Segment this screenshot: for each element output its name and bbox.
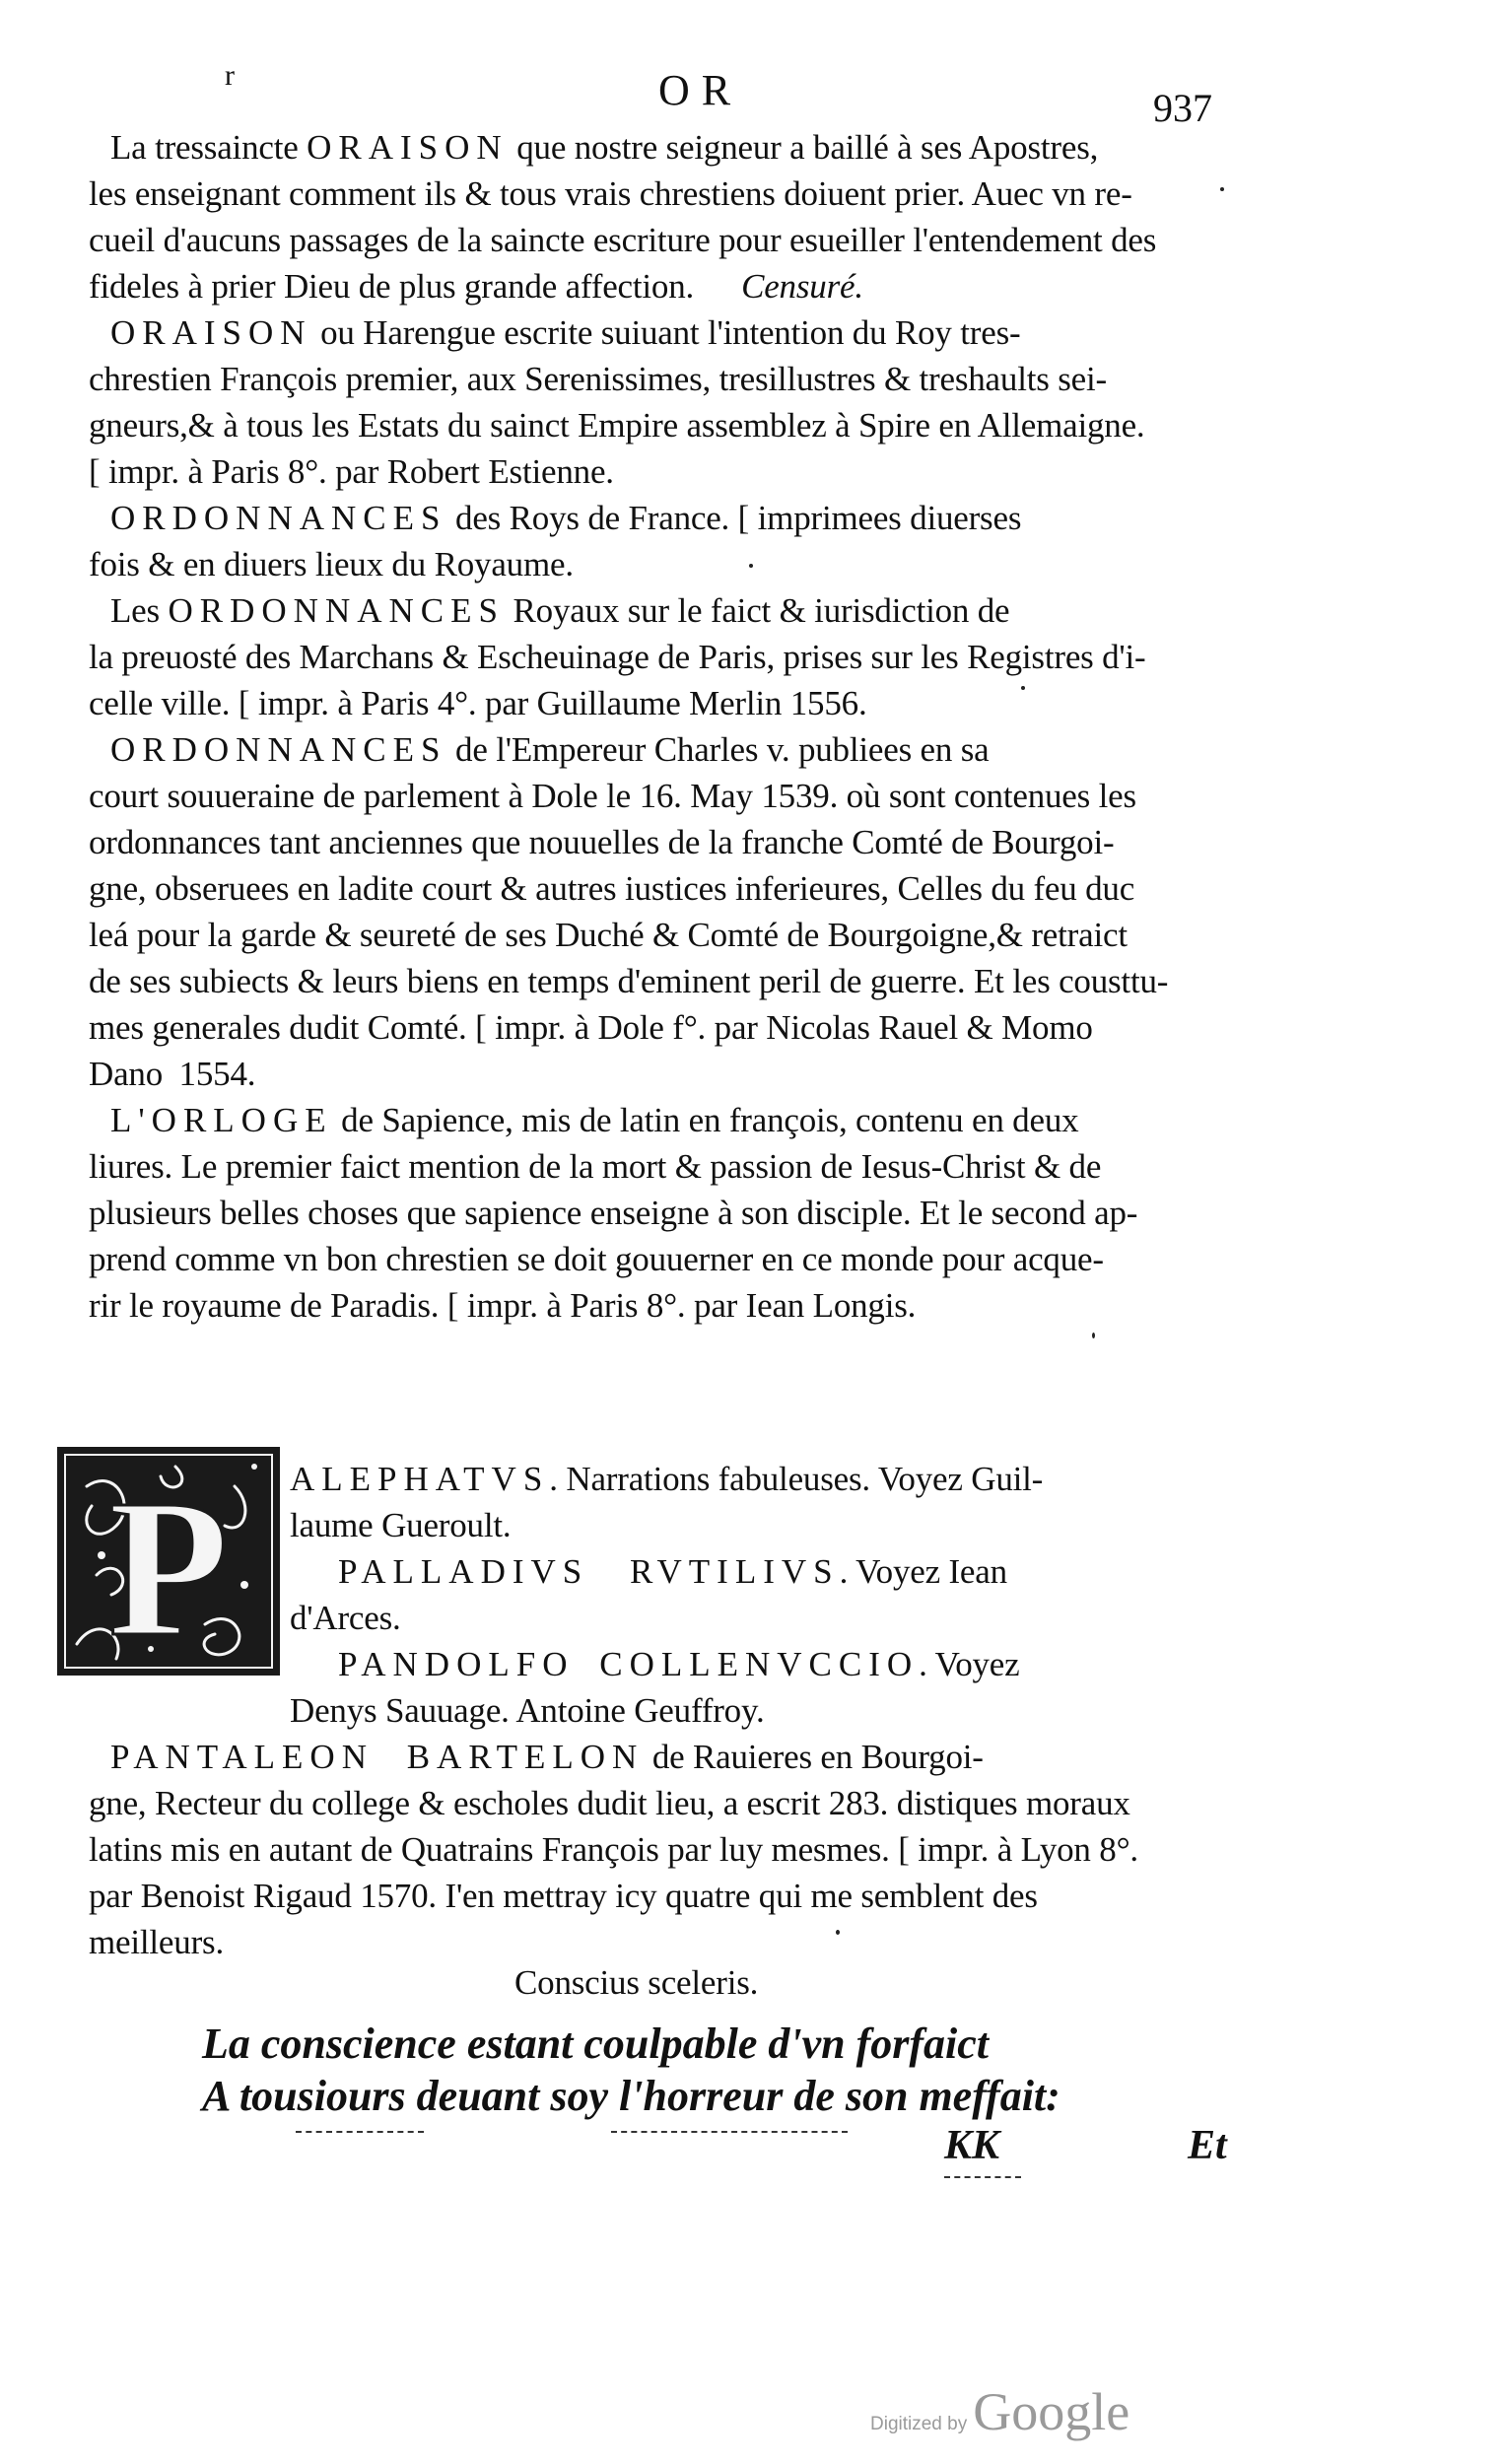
entry-orloge-line: rir le royaume de Paradis. [ impr. à Paris 8°. par Iean Longis.	[89, 1286, 917, 1325]
entry-oraison-2-line: [ impr. à Paris 8°. par Robert Estienne.	[89, 452, 614, 491]
text-run: . Narrations fabuleuses. Voyez Guil-	[549, 1460, 1044, 1498]
entry-ordonnances-3-line: de ses subiects & leurs biens en temps d'eminent peril de guerre. Et les cousttu-	[89, 962, 1169, 1000]
text-run: de Sapience, mis de latin en françois, contenu en deux	[332, 1101, 1079, 1139]
entry-oraison-1-line	[110, 128, 1098, 168]
speck	[1021, 686, 1025, 690]
entry-ordonnances-3-line: Dano 1554.	[89, 1055, 256, 1093]
ornament-icon	[57, 1447, 280, 1676]
header-mark: r	[225, 59, 235, 92]
headword: L'ORLOGE	[110, 1101, 333, 1139]
verse-line: A tousiours deuant soy l'horreur de son meffait:	[202, 2072, 1060, 2120]
headword: PANTALEON BARTELON	[110, 1738, 645, 1776]
headword: ORAISON	[110, 313, 312, 352]
speck	[1220, 187, 1224, 191]
headword: PANDOLFO COLLENVCCIO	[338, 1645, 920, 1683]
text-run: de l'Empereur Charles v. publiees en sa	[446, 730, 990, 769]
text-run: . Voyez Iean	[839, 1552, 1007, 1591]
speck	[749, 564, 753, 568]
text-run: . Voyez	[919, 1645, 1020, 1683]
divider	[611, 2131, 848, 2133]
entry-orloge-line: liures. Le premier faict mention de la mort & passion de Iesus-Christ & de	[89, 1147, 1102, 1186]
catchword: Et	[1188, 2123, 1227, 2168]
entry-pantaleon-line	[110, 1738, 984, 1777]
text-run: fideles à prier Dieu de plus grande affection.	[89, 267, 695, 306]
entry-ordonnances-1-line: fois & en diuers lieux du Royaume.	[89, 545, 574, 583]
entry-pantaleon-line: par Benoist Rigaud 1570. I'en mettray icy quatre qui me semblent des	[89, 1877, 1038, 1915]
initial-letter: P	[107, 1460, 230, 1676]
entry-ordonnances-3-line: ordonnances tant anciennes que nouuelles de la franche Comté de Bourgoi-	[89, 823, 1115, 861]
entry-oraison-2-line: gneurs,& à tous les Estats du sainct Empire assemblez à Spire en Allemaigne.	[89, 406, 1145, 445]
headword: ORAISON	[307, 128, 509, 167]
entry-pantaleon-line: latins mis en autant de Quatrains François par luy mesmes. [ impr. à Lyon 8°.	[89, 1830, 1138, 1869]
decorated-initial-p	[57, 1447, 280, 1676]
text-run: ou Harengue escrite suiuant l'intention du Roy tres-	[311, 313, 1021, 352]
entry-orloge-line: plusieurs belles choses que sapience enseigne à son disciple. Et le second ap-	[89, 1194, 1138, 1232]
speck	[836, 1930, 840, 1935]
text-run: de Rauieres en Bourgoi-	[644, 1738, 984, 1776]
entry-ordonnances-3-line: mes generales dudit Comté. [ impr. à Dole f°. par Nicolas Rauel & Momo	[89, 1008, 1093, 1047]
verse-line: La conscience estant coulpable d'vn forfaict	[202, 2019, 989, 2068]
headword: ORDONNANCES	[110, 730, 447, 769]
entry-ordonnances-2-line: la preuosté des Marchans & Escheuinage de Paris, prises sur les Registres d'i-	[89, 638, 1146, 676]
entry-pandolfo-line: Denys Sauuage. Antoine Geuffroy.	[290, 1691, 765, 1730]
entry-oraison-1-line: les enseignant comment ils & tous vrais chrestiens doiuent prier. Auec vn re-	[89, 174, 1132, 213]
entry-ordonnances-3-line: gne, obseruees en ladite court & autres iustices inferieures, Celles du feu duc	[89, 869, 1135, 908]
entry-ordonnances-2-line	[110, 591, 1009, 631]
running-title: OR	[658, 66, 743, 114]
signature-mark: KK	[944, 2123, 1000, 2168]
entry-oraison-1-line: cueil d'aucuns passages de la saincte escriture pour esueiller l'entendement des	[89, 221, 1157, 259]
headword: ALEPHATVS	[290, 1460, 550, 1498]
entry-pandolfo-line	[338, 1645, 1019, 1684]
entry-ordonnances-3-line: court souueraine de parlement à Dole le 16. May 1539. où sont contenues les	[89, 777, 1136, 815]
verse-title: Conscius sceleris.	[514, 1963, 759, 2002]
entry-palephatus-line: laume Gueroult.	[290, 1506, 512, 1544]
entry-pantaleon-line: gne, Recteur du college & escholes dudit lieu, a escrit 283. distiques moraux	[89, 1784, 1130, 1822]
entry-oraison-2-line: chrestien François premier, aux Serenissimes, tresillustres & treshaults sei-	[89, 360, 1107, 398]
text-run: des Roys de France. [ imprimees diuerses	[446, 499, 1022, 537]
watermark-prefix: Digitized by	[870, 2414, 968, 2434]
headword: ORDONNANCES	[110, 499, 447, 537]
digitized-watermark	[870, 2381, 1129, 2442]
watermark-brand: Google	[973, 2382, 1130, 2441]
divider	[296, 2131, 424, 2133]
text-run: Royaux sur le faict & iurisdiction de	[504, 591, 1010, 630]
entry-palephatus-line	[290, 1460, 1043, 1499]
entry-orloge-line	[110, 1101, 1078, 1140]
entry-pantaleon-line: meilleurs.	[89, 1923, 224, 1961]
entry-oraison-1-line	[89, 267, 863, 307]
speck	[1092, 1333, 1095, 1338]
entry-palladius-line: d'Arces.	[290, 1599, 401, 1637]
entry-orloge-line: prend comme vn bon chrestien se doit gouuerner en ce monde pour acque-	[89, 1240, 1104, 1278]
entry-ordonnances-2-line: celle ville. [ impr. à Paris 4°. par Guillaume Merlin 1556.	[89, 684, 867, 722]
page-number: 937	[1153, 86, 1212, 130]
divider	[944, 2176, 1021, 2178]
entry-oraison-2-line	[110, 313, 1020, 353]
entry-ordonnances-3-line	[110, 730, 990, 770]
entry-palladius-line	[338, 1552, 1007, 1592]
entry-ordonnances-1-line	[110, 499, 1021, 538]
headword: ORDONNANCES	[168, 591, 505, 630]
entry-ordonnances-3-line: leá pour la garde & seureté de ses Duché & Comté de Bourgoigne,& retraict	[89, 916, 1128, 954]
text-run: Les	[110, 591, 169, 630]
censure-note: Censuré.	[741, 267, 863, 306]
text-run: La tressaincte	[110, 128, 308, 167]
headword: PALLADIVS RVTILIVS	[338, 1552, 840, 1591]
text-run: que nostre seigneur a baillé à ses Apostres,	[508, 128, 1099, 167]
